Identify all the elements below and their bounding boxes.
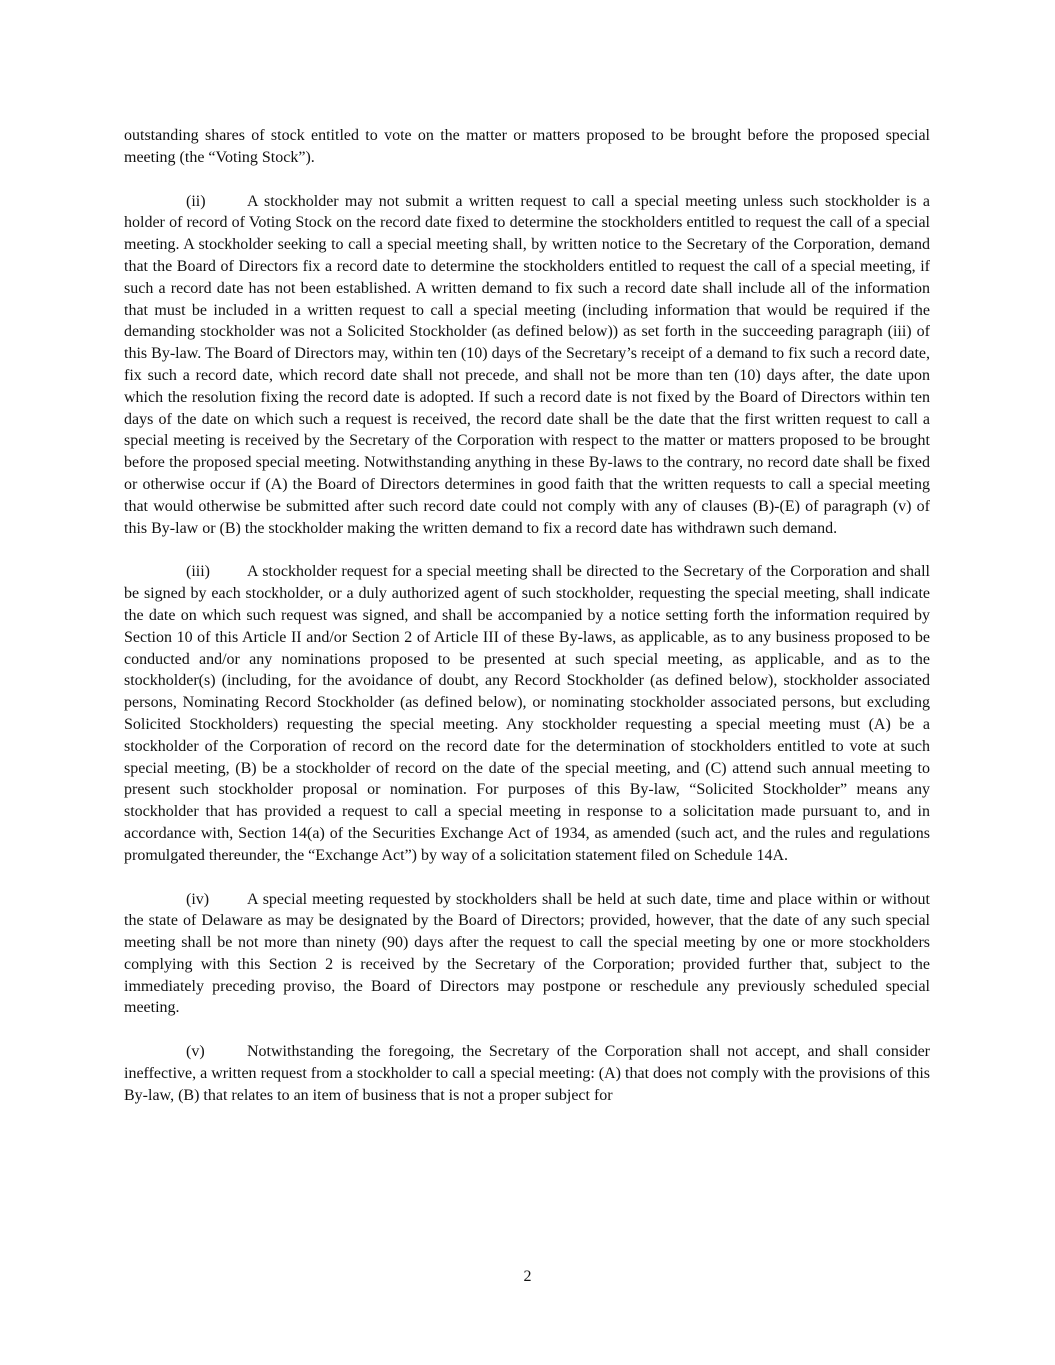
paragraph-ii — [124, 191, 930, 540]
document-page — [124, 125, 930, 1129]
page-number: 2 — [523, 1268, 532, 1285]
paragraph-text: A stockholder may not submit a written request to call a special meeting unless such stockholder is a holder of record of Voting Stock on the record date fixed to determine the stockholders entitled to request the call of a special meeting. A stockholder seeking to call a special meeting shall, by written notice to the Secretary of the Corporation, demand that the Board of Directors fix a record date to determine the stockholders entitled to request the call of a special meeting, if such a record date has not been established. A written demand to fix such a record date shall include all of the information that must be included in a written request to call a special meeting (including information that would be required if the demanding stockholder was not a Solicited Stockholder (as defined below)) as set forth in the succeeding paragraph (iii) of this By-law. The Board of Directors may, within ten (10) days of the Secretary’s receipt of a demand to fix such a record date, fix such a record date, which record date shall not precede, and shall not be more than ten (10) days after, the date upon which the resolution fixing the record date is adopted. If such a record date is not fixed by the Board of Directors within ten days of the date on which such a request is received, the record date shall be the date that the first written request to call a special meeting is received by the Secretary of the Corporation with respect to the matter or matters proposed to be brought before the proposed special meeting. Notwithstanding anything in these By-laws to the contrary, no record date shall be fixed or otherwise occur if (A) the Board of Directors determines in good faith that the written requests to call a special meeting that would otherwise be submitted after such record date could not comply with any of clauses (B)-(E) of paragraph (v) of this By-law or (B) the stockholder making the written demand to fix a record date has withdrawn such demand. — [124, 192, 930, 537]
paragraph-v — [124, 1041, 930, 1106]
paragraph-continuation — [124, 125, 930, 169]
paragraph-text: outstanding shares of stock entitled to vote on the matter or matters proposed to be brought before the proposed special meeting (the “Voting Stock”). — [124, 127, 930, 166]
paragraph-number: (iv) — [186, 890, 210, 908]
paragraph-number: (v) — [186, 1043, 205, 1061]
paragraph-text: Notwithstanding the foregoing, the Secretary of the Corporation shall not accept, and shall consider ineffective, a written request from a stockholder to call a special meeting: (A) that does not comply with the provisions of this By-law, (B) that relates to an item of business that is not a proper subject for — [124, 1043, 930, 1104]
paragraph-text: A stockholder request for a special meeting shall be directed to the Secretary of the Corporation and shall be signed by each stockholder, or a duly authorized agent of such stockholder, requesting the special meeting, shall indicate the date on which such request was signed, and shall be accompanied by a notice setting forth the information required by Section 10 of this Article II and/or Section 2 of Article III of these By-laws, as applicable, as to any business proposed to be conducted and/or any nominations proposed to be presented at such special meeting, as applicable, and as to the stockholder(s) (including, for the avoidance of doubt, any Record Stockholder (as defined below), stockholder associated persons, Nominating Record Stockholder (as defined below), or nominating stockholder associated persons, but excluding Solicited Stockholders) requesting the special meeting. Any stockholder requesting a special meeting must (A) be a stockholder of the Corporation of record on the record date for the determination of stockholders entitled to vote at such special meeting, (B) be a stockholder of record on the date of the special meeting, and (C) attend such annual meeting to present such stockholder proposal or nomination. For purposes of this By-law, “Solicited Stockholder” means any stockholder that has provided a request to call a special meeting in response to a solicitation made pursuant to, and in accordance with, Section 14(a) of the Securities Exchange Act of 1934, as amended (such act, and the rules and regulations promulgated thereunder, the “Exchange Act”) by way of a solicitation statement filed on Schedule 14A. — [124, 563, 930, 864]
paragraph-number: (ii) — [186, 192, 206, 210]
paragraph-number: (iii) — [186, 563, 210, 581]
paragraph-text: A special meeting requested by stockholders shall be held at such date, time and place within or without the state of Delaware as may be designated by the Board of Directors; provided, however, that the date of any such special meeting shall be not more than ninety (90) days after the request to call the special meeting by one or more stockholders complying with this Section 2 is received by the Secretary of the Corporation; provided further that, subject to the immediately preceding proviso, the Board of Directors may postpone or reschedule any previously scheduled special meeting. — [124, 890, 930, 1017]
paragraph-iv — [124, 889, 930, 1020]
paragraph-iii — [124, 561, 930, 866]
